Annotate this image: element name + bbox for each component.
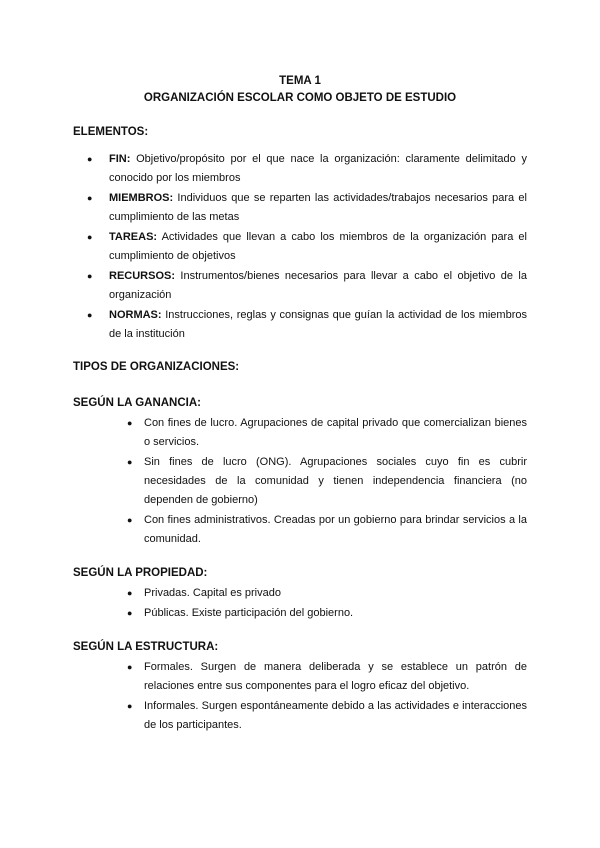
item-text: Objetivo/propósito por el que nace la organización: claramente delimitado y conocido por los miembros	[109, 153, 527, 184]
list-item	[73, 511, 527, 549]
tipos-heading: TIPOS DE ORGANIZACIONES:	[73, 361, 240, 373]
list-item	[73, 150, 527, 188]
bullet-icon: ●	[127, 662, 133, 672]
list-item	[73, 189, 527, 227]
bullet-icon: ●	[127, 457, 133, 467]
document-title: ORGANIZACIÓN ESCOLAR COMO OBJETO DE ESTUDIO	[143, 92, 457, 104]
bullet-icon: ●	[127, 608, 133, 618]
list-item	[73, 414, 527, 452]
item-text: Instrucciones, reglas y consignas que guían la actividad de los miembros de la institución	[109, 309, 527, 340]
propiedad-heading: SEGÚN LA PROPIEDAD:	[73, 567, 208, 579]
elementos-list	[73, 150, 527, 344]
bullet-icon: ●	[127, 515, 133, 525]
list-item	[73, 604, 527, 623]
ganancia-heading: SEGÚN LA GANANCIA:	[73, 397, 201, 409]
item-text: Individuos que se reparten las actividades/trabajos necesarios para el cumplimiento de las metas	[109, 192, 527, 223]
bullet-icon: ●	[87, 154, 93, 164]
ganancia-list	[73, 414, 527, 549]
item-text: Públicas. Existe participación del gobierno.	[144, 607, 354, 619]
item-term: FIN:	[109, 153, 131, 165]
list-item	[73, 453, 527, 510]
item-text: Con fines de lucro. Agrupaciones de capital privado que comercializan bienes o servicios.	[144, 417, 527, 448]
item-text: Privadas. Capital es privado	[144, 587, 281, 599]
item-text: Actividades que llevan a cabo los miembros de la organización para el cumplimiento de objetivos	[109, 231, 527, 262]
estructura-list	[73, 658, 527, 735]
item-text: Con fines administrativos. Creadas por un gobierno para brindar servicios a la comunidad.	[144, 514, 527, 545]
title-block	[73, 73, 527, 107]
item-term: TAREAS:	[109, 231, 158, 243]
list-item	[73, 228, 527, 266]
bullet-icon: ●	[127, 418, 133, 428]
estructura-heading: SEGÚN LA ESTRUCTURA:	[73, 641, 219, 653]
list-item	[73, 306, 527, 344]
item-text: Formales. Surgen de manera deliberada y se establece un patrón de relaciones entre sus componentes para el logro eficaz del objetivo.	[144, 661, 527, 692]
propiedad-list	[73, 584, 527, 623]
bullet-icon: ●	[127, 588, 133, 598]
topic-number: TEMA 1	[279, 75, 321, 87]
list-item	[73, 267, 527, 305]
item-term: RECURSOS:	[109, 270, 176, 282]
item-text: Sin fines de lucro (ONG). Agrupaciones sociales cuyo fin es cubrir necesidades de la comunidad y tienen independencia financiera (no dependen de gobierno)	[144, 456, 527, 506]
bullet-icon: ●	[127, 701, 133, 711]
bullet-icon: ●	[87, 193, 93, 203]
item-term: MIEMBROS:	[109, 192, 174, 204]
list-item	[73, 658, 527, 696]
item-text: Instrumentos/bienes necesarios para llevar a cabo el objetivo de la organización	[109, 270, 527, 301]
list-item	[73, 697, 527, 735]
elementos-heading: ELEMENTOS:	[73, 126, 149, 138]
bullet-icon: ●	[87, 310, 93, 320]
item-term: NORMAS:	[109, 309, 162, 321]
bullet-icon: ●	[87, 271, 93, 281]
bullet-icon: ●	[87, 232, 93, 242]
item-text: Informales. Surgen espontáneamente debido a las actividades e interacciones de los participantes.	[144, 700, 527, 731]
list-item	[73, 584, 527, 603]
